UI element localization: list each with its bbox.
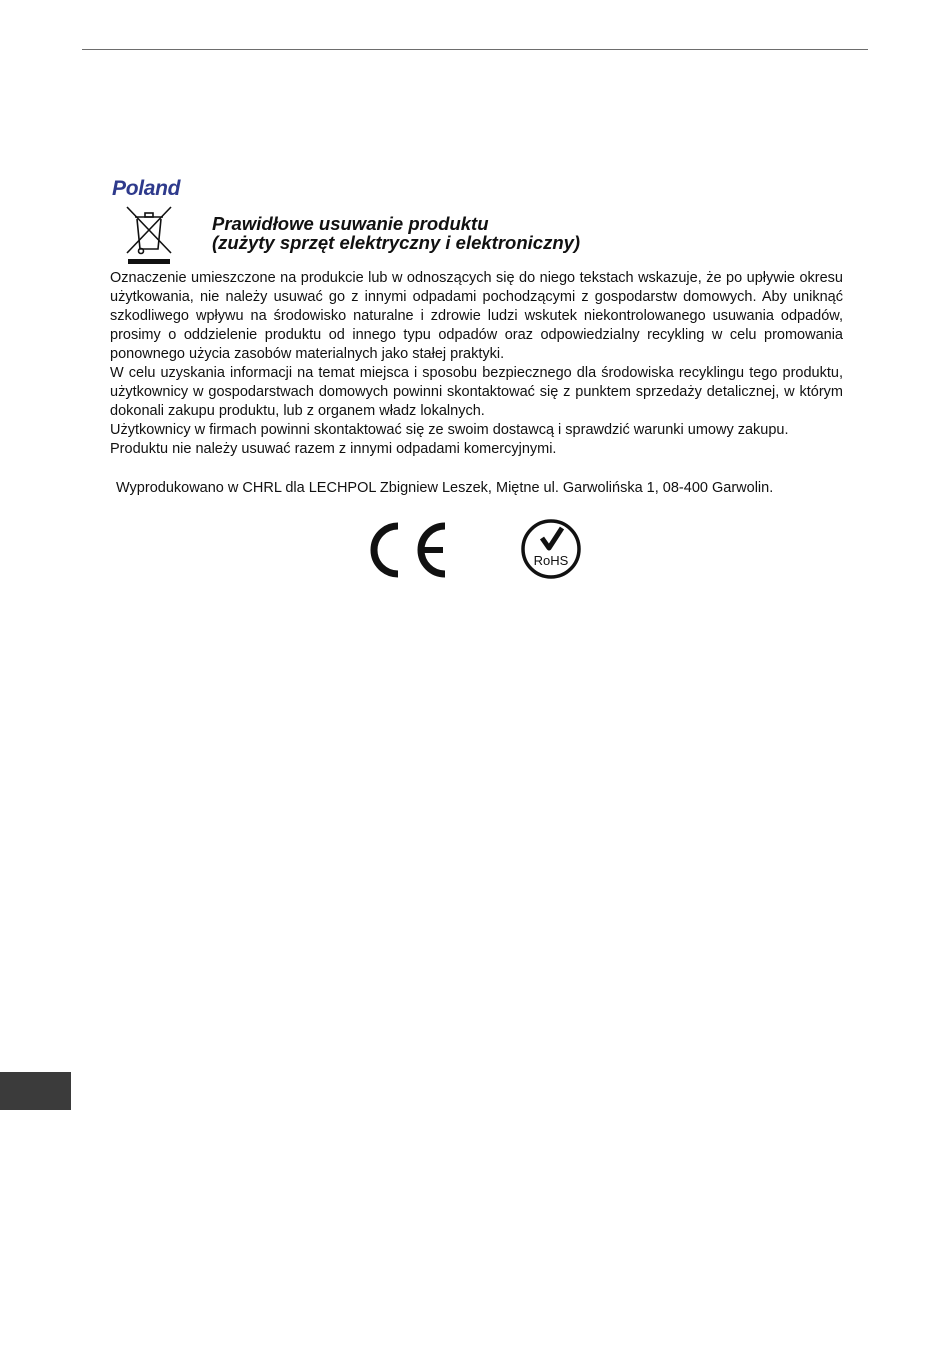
page-heading bbox=[212, 214, 580, 252]
country-label: Poland bbox=[112, 177, 181, 200]
manufacturer-line: Wyprodukowano w CHRL dla LECHPOL Zbigniew Leszek, Miętne ul. Garwolińska 1, 08-400 Garwolin. bbox=[116, 480, 774, 496]
weee-crossed-bin-icon bbox=[121, 203, 177, 265]
paragraph-3: Użytkownicy w firmach powinni skontaktować się ze swoim dostawcą i sprawdzić warunki umowy zakupu. bbox=[110, 422, 789, 438]
rohs-check-icon bbox=[520, 518, 582, 580]
paragraph-2: W celu uzyskania informacji na temat miejsca i sposobu bezpiecznego dla środowiska recyklingu tego produktu, użytkownicy w gospodarstwach domowych powinni skontaktować się z punktem sprzedaży detalicznej, w którym dokonali zakupu produktu, lub z organem władz lokalnych. bbox=[110, 365, 843, 419]
ce-mark-icon bbox=[369, 520, 453, 580]
heading-line-2: (zużyty sprzęt elektryczny i elektroniczny) bbox=[212, 232, 581, 253]
side-tab bbox=[0, 1072, 71, 1110]
paragraph-1: Oznaczenie umieszczone na produkcie lub w odnoszących się do niego tekstach wskazuje, że po upływie okresu użytkowania, nie należy usuwać go z innymi odpadami pochodzącymi z gospodarstw domowych. Aby uniknąć szkodliwego wpływu na środowisko naturalne i zdrowie ludzi wskutek niekontrolowanego usuwania odpadów, prosimy o oddzielenie produktu od innego typu odpadów oraz odpowiedzialny recykling w celu promowania ponownego użycia zasobów materialnych jako stałej praktyki. bbox=[110, 270, 843, 362]
paragraph-4: Produktu nie należy usuwać razem z innymi odpadami komercyjnymi. bbox=[110, 441, 557, 457]
heading-line-1: Prawidłowe usuwanie produktu bbox=[212, 213, 489, 234]
disposal-text bbox=[110, 269, 843, 459]
rohs-label: RoHS bbox=[533, 553, 569, 568]
header-rule bbox=[82, 49, 868, 50]
